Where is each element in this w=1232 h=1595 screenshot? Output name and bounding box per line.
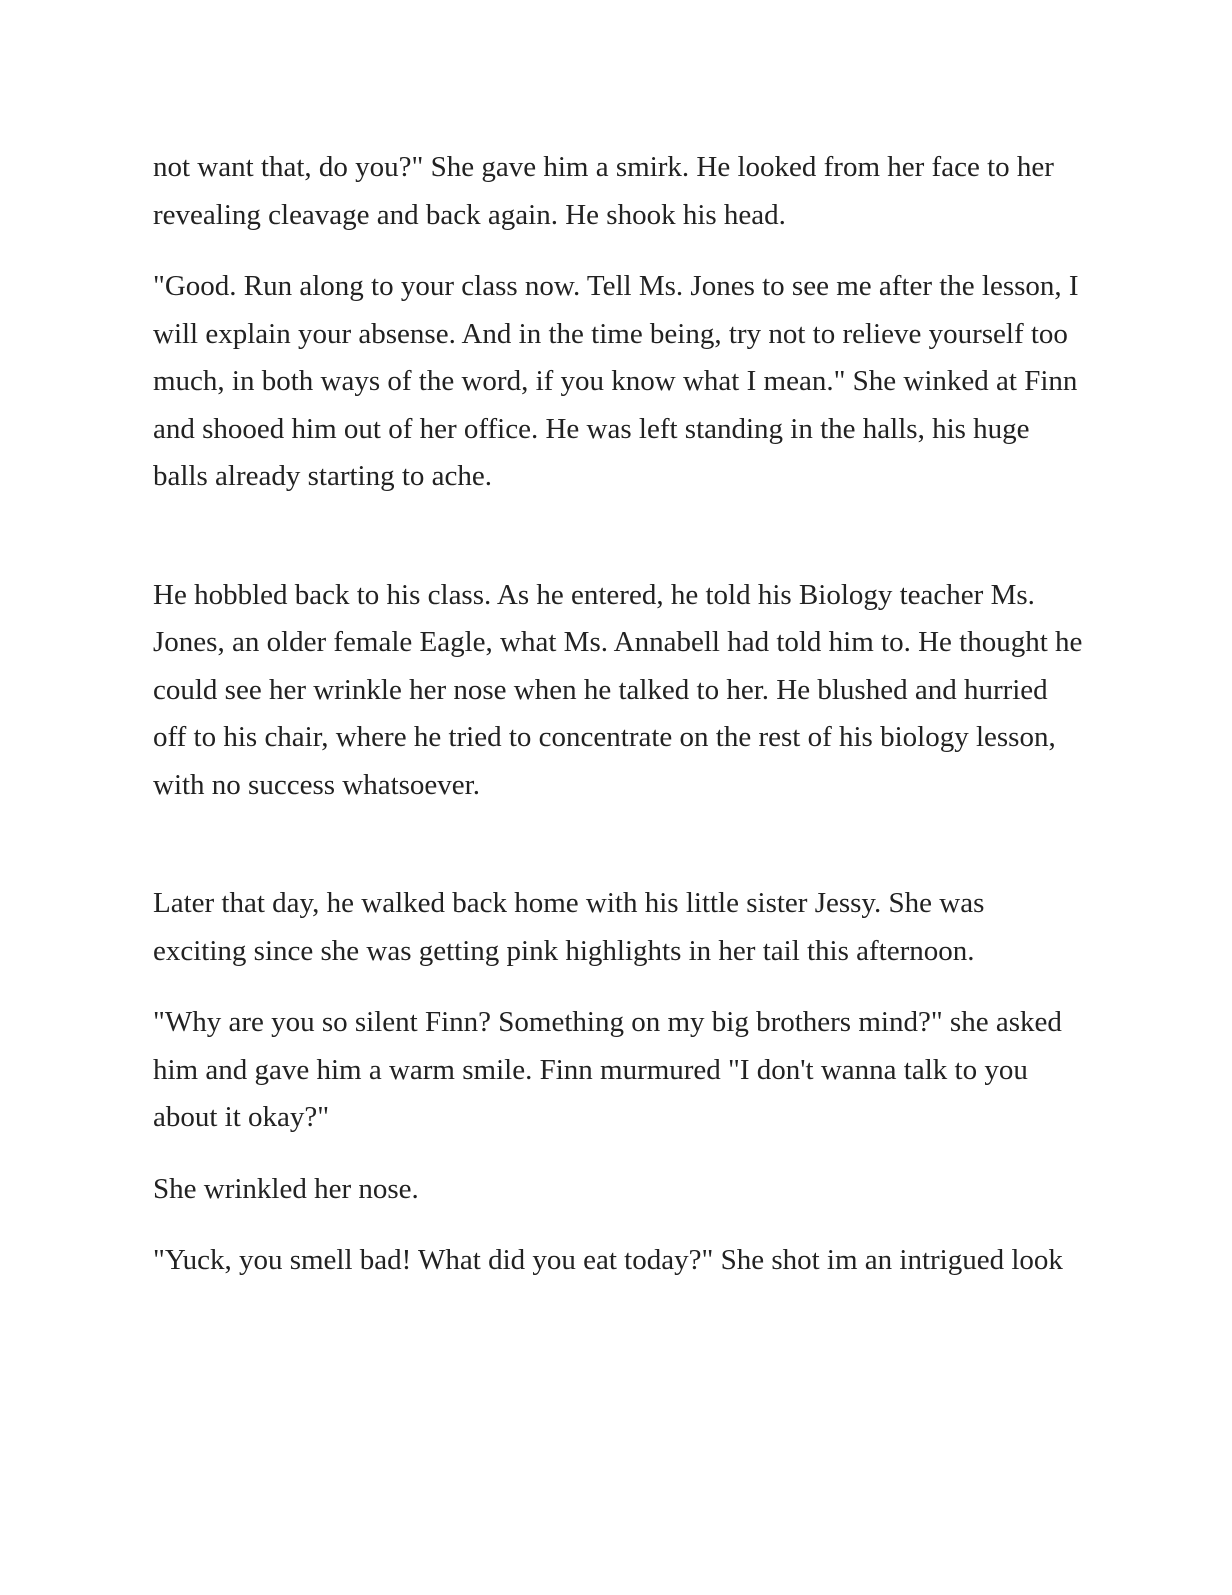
paragraph: not want that, do you?" She gave him a smirk. He looked from her face to her revealing cleavage and back again. He shook his head. [153, 151, 1054, 231]
paragraph: "Good. Run along to your class now. Tell Ms. Jones to see me after the lesson, I will explain your absense. And in the time being, try not to relieve yourself too much, in both ways of the word, if you know what I mean." She winked at Finn and shooed him out of her office. He was left standing in the halls, his huge balls already starting to ache. [153, 270, 1079, 492]
paragraph: She wrinkled her nose. [153, 1172, 419, 1205]
paragraph: "Yuck, you smell bad! What did you eat today?" She shot im an intrigued look [153, 1244, 1063, 1276]
paragraph: He hobbled back to his class. As he entered, he told his Biology teacher Ms. Jones, an older female Eagle, what Ms. Annabell had told him to. He thought he could see her wrinkle her nose when he talked to her. He blushed and hurried off to his chair, where he tried to concentrate on the rest of his biology lesson, with no success whatsoever. [153, 578, 1083, 801]
paragraph: Later that day, he walked back home with his little sister Jessy. She was exciting since she was getting pink highlights in her tail this afternoon. [153, 887, 985, 967]
document-page [153, 144, 1083, 1309]
paragraph: "Why are you so silent Finn? Something on my big brothers mind?" she asked him and gave him a warm smile. Finn murmured "I don't wanna talk to you about it okay?" [153, 1006, 1062, 1133]
